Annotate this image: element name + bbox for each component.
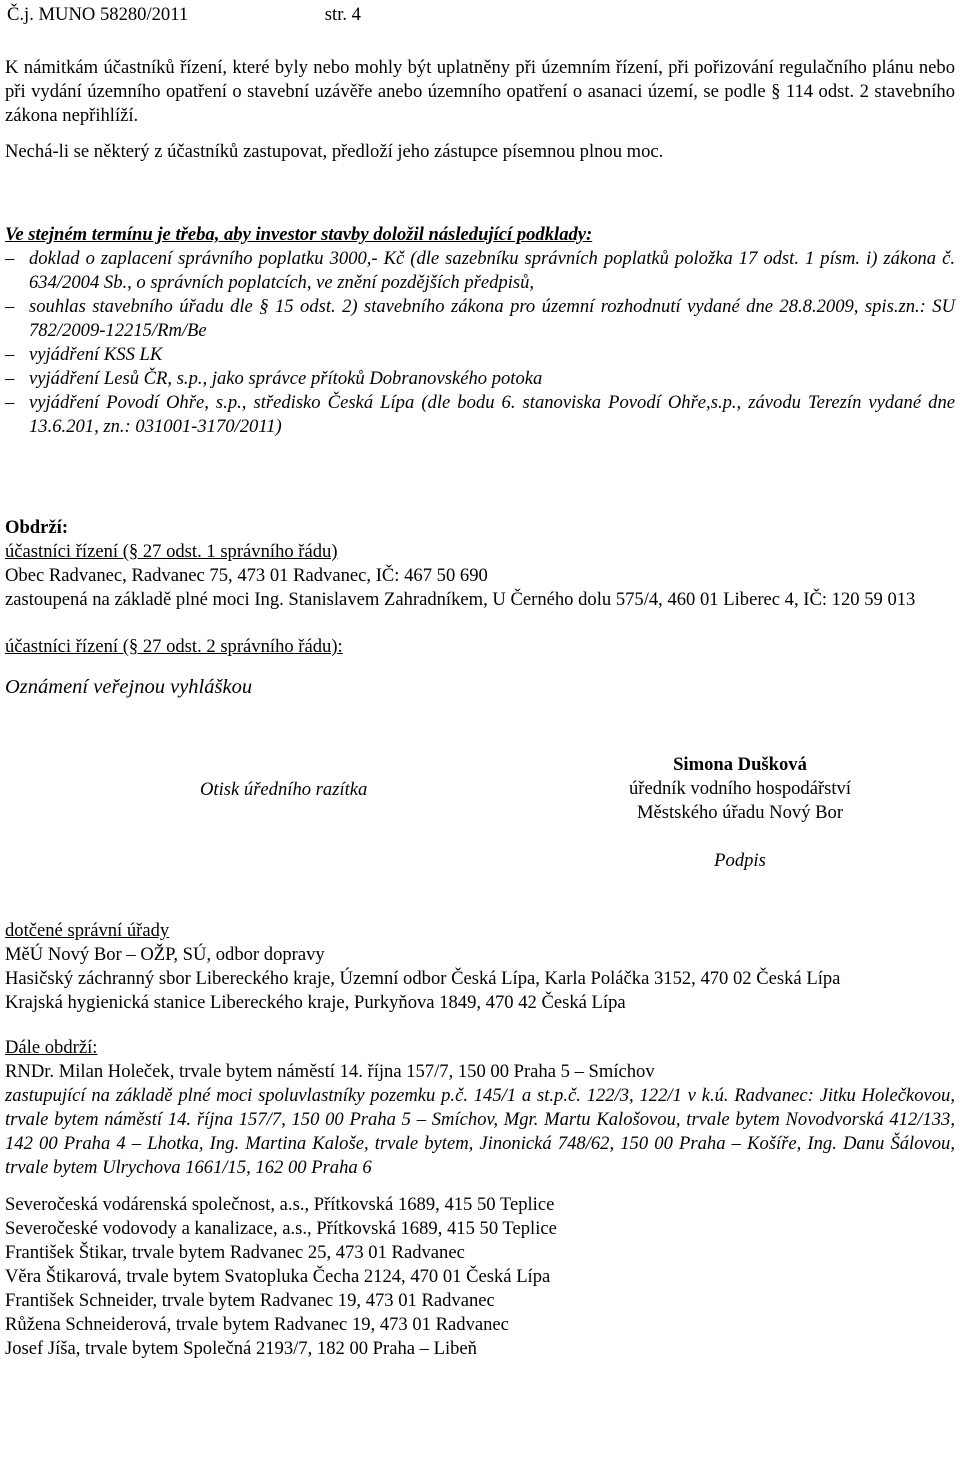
dash-bullet: – [5,392,15,413]
official-name: Simona Dušková [673,754,807,775]
signature-placeholder: Podpis [714,850,766,871]
official-office: Městského úřadu Nový Bor [636,802,844,823]
requirements-list [5,247,955,439]
authority-line: Krajská hygienická stanice Libereckého kraje, Purkyňova 1849, 470 42 Česká Lípa [5,992,626,1013]
document-page [5,3,955,1361]
recipient-line: Věra Štikarová, trvale bytem Svatopluka Čecha 2124, 470 01 Česká Lípa [5,1266,551,1287]
recipients-title: Obdrží: [5,517,69,538]
list-item: – vyjádření Lesů ČR, s.p., jako správce přítoků Dobranovského potoka [5,368,543,389]
recipient-representing: zastupující na základě plné moci spoluvlastníky pozemku p.č. 145/1 a st.p.č. 122/3, 122/1 v k.ú. Radvanec: Jitku Holečkovou, trvale bytem náměstí 14. října 157/7, 150 00 Praha 5 – Smíchov, Mgr. Martu Kalošovou, trvale bytem Novodvorská 412/133, 142 00 Praha 4 – Lhotka, Ing. Martina Kaloše, trvale bytem, Jinonická 748/62, 150 00 Praha – Košíře, Ing. Danu Šálovou, trvale bytem Ulrychova 1661/15, 162 00 Praha 6 [5,1085,955,1178]
dash-bullet: – [5,368,15,389]
dash-bullet: – [5,344,15,365]
recipient-line: Severočeské vodovody a kanalizace, a.s., Přítkovská 1689, 415 50 Teplice [5,1218,557,1239]
signature-block [5,753,955,873]
authority-line: Hasičský záchranný sbor Libereckého kraje, Územní odbor Česká Lípa, Karla Poláčka 3152, 470 02 Česká Lípa [5,968,841,989]
page-header [5,3,955,29]
authority-line: MěÚ Nový Bor – OŽP, SÚ, odbor dopravy [5,944,325,965]
recipient-line: František Schneider, trvale bytem Radvanec 19, 473 01 Radvanec [5,1290,495,1311]
list-item: – vyjádření KSS LK [5,344,163,365]
participants-group1-heading: účastníci řízení (§ 27 odst. 1 správního řádu) [5,541,338,562]
recipient-line: Josef Jíša, trvale bytem Společná 2193/7, 182 00 Praha – Libeň [5,1338,477,1359]
recipient-holecek: RNDr. Milan Holeček, trvale bytem náměstí 14. října 157/7, 150 00 Praha 5 – Smíchov [5,1061,655,1082]
requirements-title: Ve stejném termínu je třeba, aby investor stavby doložil následující podklady: [5,224,593,245]
list-item: – doklad o zaplacení správního poplatku 3000,- Kč (dle sazebníku správních poplatků položka 17 odst. 1 písm. i) zákona č. 634/2004 Sb., o správních poplatcích, ve znění pozdějších předpisů, [5,248,955,293]
objections-paragraph: K námitkám účastníků řízení, které byly nebo mohly být uplatněny při územním řízení, při pořizování regulačního plánu nebo při vydání územního opatření o stavební uzávěře anebo územního opatření o asanaci území, se podle § 114 odst. 2 stavebního zákona nepřihlíží. [5,57,955,126]
participant-obec-radvanec: Obec Radvanec, Radvanec 75, 473 01 Radvanec, IČ: 467 50 690 [5,565,488,586]
official-role: úředník vodního hospodářství [628,778,852,799]
list-item: – vyjádření Povodí Ohře, s.p., středisko Česká Lípa (dle bodu 6. stanoviska Povodí Ohře,s.p., závodu Terezín vydané dne 13.6.201, zn.: 031001-3170/2011) [5,392,955,437]
stamp-placeholder: Otisk úředního razítka [200,779,368,800]
participant-representative: zastoupená na základě plné moci Ing. Stanislavem Zahradníkem, U Černého dolu 575/4, 460 01 Liberec 4, IČ: 120 59 013 [5,589,916,610]
dash-bullet: – [5,248,15,269]
recipient-line: Severočeská vodárenská společnost, a.s., Přítkovská 1689, 415 50 Teplice [5,1194,555,1215]
official-block [595,753,885,825]
participants-group2-heading: účastníci řízení (§ 27 odst. 2 správního řádu): [5,636,343,657]
public-announcement: Oznámení veřejnou vyhláškou [5,676,253,698]
list-item: – souhlas stavebního úřadu dle § 15 odst. 2) stavebního zákona pro územní rozhodnutí vydané dne 28.8.2009, spis.zn.: SU 782/2009-12215/Rm/Be [5,296,955,341]
authorities-heading: dotčené správní úřady [5,920,170,941]
reference-number: Č.j. MUNO 58280/2011 [7,4,189,25]
dash-bullet: – [5,296,15,317]
page-number: str. 4 [324,4,361,25]
recipient-line: František Štikar, trvale bytem Radvanec 25, 473 01 Radvanec [5,1242,465,1263]
recipient-line: Růžena Schneiderová, trvale bytem Radvanec 19, 473 01 Radvanec [5,1314,509,1335]
representation-paragraph: Nechá-li se některý z účastníků zastupovat, předloží jeho zástupce písemnou plnou moc. [5,141,664,162]
others-heading: Dále obdrží: [5,1037,98,1058]
